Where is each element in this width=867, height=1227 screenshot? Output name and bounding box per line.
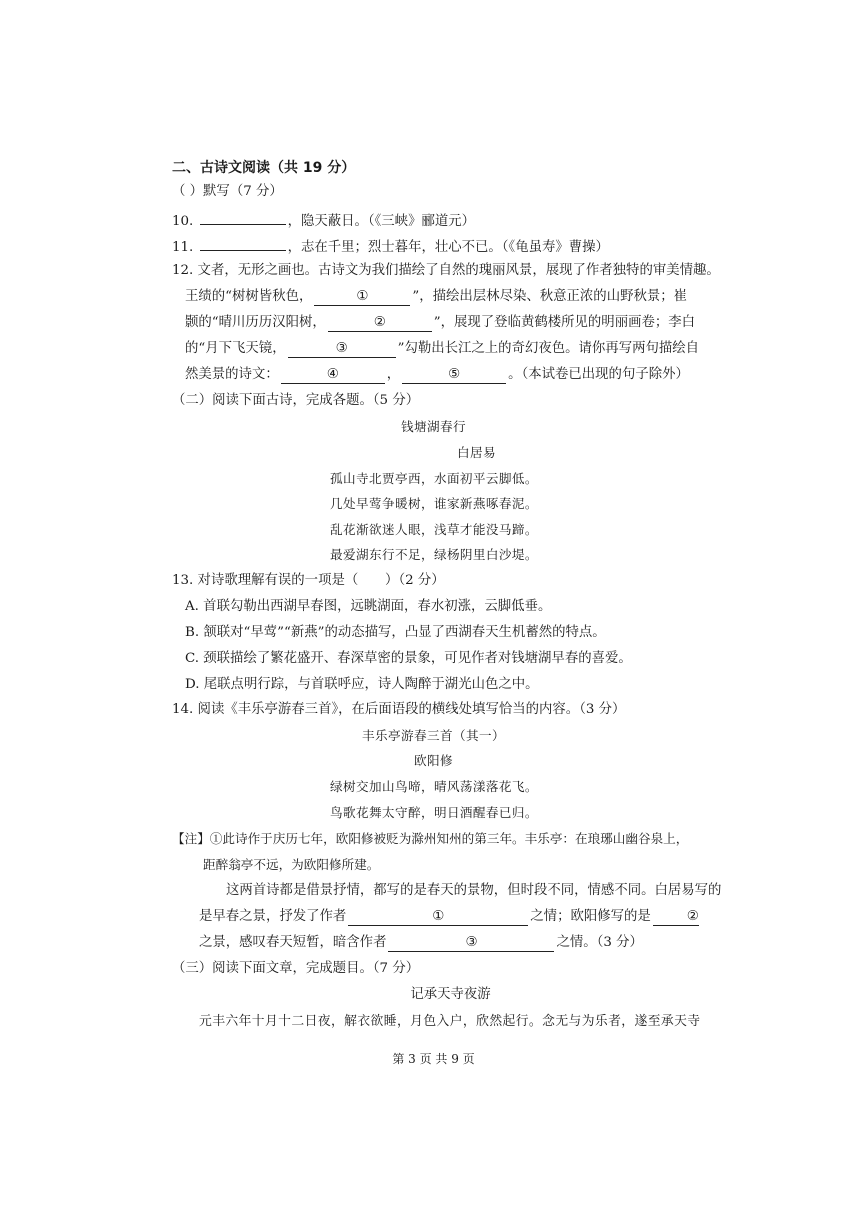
q13-option-b[interactable]: B. 颔联对“早莺”“新燕”的动态描写，凸显了西湖春天生机蓄然的特点。 [185, 625, 606, 640]
q13-option-c[interactable]: C. 颈联描绘了繁花盛开、春深草密的景象，可见作者对钱塘湖早春的喜爱。 [185, 651, 632, 666]
q14-paragraph-line-3 [199, 933, 643, 953]
q12-line2-text-b: ”，描绘出层林尽染、秋意正浓的山野秋景；崔 [412, 289, 688, 304]
poem-line-1: 孤山寺北贾亭西，水面初平云脚低。 [330, 471, 538, 486]
q14-blank-1[interactable]: ① [348, 909, 528, 926]
q14-paragraph-text-b: 之情；欧阳修写的是 [530, 909, 651, 924]
q13-option-a[interactable]: A. 首联勾勒出西湖早春图，远眺湖面，春水初涨，云脚低垂。 [185, 599, 552, 614]
article-title: 记承天寺夜游 [410, 987, 491, 1002]
poem-line-2: 几处早莺争暖树，谁家新燕啄春泥。 [330, 496, 538, 511]
note-line-1: 【注】①此诗作于庆历七年，欧阳修被贬为滁州知州的第三年。丰乐亭：在琅琊山幽谷泉上， [172, 831, 689, 846]
q11-blank[interactable] [200, 234, 286, 251]
q12-line2-text-a: 王绩的“树树皆秋色， [185, 289, 313, 304]
q13-option-d[interactable]: D. 尾联点明行踪，与首联呼应，诗人陶醉于湖光山色之中。 [185, 677, 539, 692]
poem2-line-1: 绿树交加山鸟啼，晴风荡漾落花飞。 [330, 779, 538, 794]
q12-line2 [185, 287, 687, 307]
note-line-2: 距醉翁亭不远，为欧阳修所建。 [203, 857, 380, 872]
q11 [172, 234, 609, 258]
q12-line5-text-b: 。（本试卷已出现的句子除外） [508, 367, 689, 382]
q14-paragraph-text-d: 之情。（3 分） [556, 935, 643, 950]
poem2-title: 丰乐亭游春三首（其一） [362, 728, 505, 743]
poem-line-4: 最爱湖东行不足，绿杨阴里白沙堤。 [330, 547, 538, 562]
poem2-author: 欧阳修 [414, 753, 453, 768]
page-footer: 第 3 页 共 9 页 [392, 1052, 475, 1066]
q12-line5 [185, 365, 689, 385]
poem-line-3: 乱花渐欲迷人眼，浅草才能没马蹄。 [330, 522, 538, 537]
q12-blank-3[interactable]: ③ [288, 341, 396, 358]
q12-blank-1[interactable]: ① [314, 289, 410, 306]
q12-line5-text-a: 然美景的诗文： [185, 367, 279, 382]
q10-blank[interactable] [200, 208, 286, 225]
q12-line1: 12. 文者，无形之画也。古诗文为我们描绘了自然的瑰丽风景，展现了作者独特的审美情趣。 [172, 263, 720, 278]
section-title: 二、古诗文阅读（共 19 分） [172, 160, 356, 176]
q14-paragraph-line-1: 这两首诗都是借景抒情，都写的是春天的景物，但时段不同，情感不同。白居易写的 [226, 883, 722, 898]
q14-stem: 14. 阅读《丰乐亭游春三首》，在后面语段的横线处填写恰当的内容。（3 分） [172, 702, 626, 717]
q12-line3-text-b: ”，展现了登临黄鹤楼所见的明丽画卷；李白 [433, 315, 696, 330]
q14-blank-2[interactable]: ② [653, 909, 699, 926]
poem-title: 钱塘湖春行 [401, 419, 466, 434]
q12-separator: ， [386, 367, 401, 382]
q12-blank-5[interactable]: ⑤ [402, 367, 506, 384]
part1-label: （ ）默写（7 分） [172, 184, 283, 199]
poem-author: 白居易 [457, 445, 496, 460]
q14-paragraph-text-a: 是早春之景，抒发了作者 [199, 909, 347, 924]
q12-blank-2[interactable]: ② [328, 315, 432, 332]
q11-number: 11. [172, 240, 194, 255]
q11-text: ，志在千里；烈士暮年，壮心不已。（《龟虽寿》曹操） [287, 240, 609, 255]
q12-line4-text-a: 的“月下飞天镜， [185, 341, 286, 356]
q12-line3 [185, 313, 695, 333]
q12-line3-text-a: 颢的“晴川历历汉阳树， [185, 315, 326, 330]
q13-stem: 13. 对诗歌理解有误的一项是（ ）（2 分） [172, 573, 445, 588]
q10-text: ，隐天蔽日。（《三峡》郦道元） [287, 214, 476, 229]
q12-line4 [185, 339, 699, 359]
q14-paragraph-text-c: 之景，感叹春天短暂，暗含作者 [199, 935, 387, 950]
q14-paragraph-line-2 [199, 907, 701, 927]
part3-label: （三）阅读下面文章，完成题目。（7 分） [172, 961, 420, 976]
q10-number: 10. [172, 214, 194, 229]
poem2-line-2: 鸟歌花舞太守醉，明日酒醒春已归。 [330, 805, 538, 820]
q10 [172, 208, 475, 232]
q12-blank-4[interactable]: ④ [281, 367, 385, 384]
q14-blank-3[interactable]: ③ [388, 935, 554, 952]
part2-label: （二）阅读下面古诗，完成各题。（5 分） [172, 393, 420, 408]
article-line-1: 元丰六年十月十二日夜，解衣欲睡，月色入户，欣然起行。念无与为乐者，遂至承天寺 [199, 1014, 701, 1029]
q12-line4-text-b: ”勾勒出长江之上的奇幻夜色。请你再写两句描绘自 [397, 341, 700, 356]
